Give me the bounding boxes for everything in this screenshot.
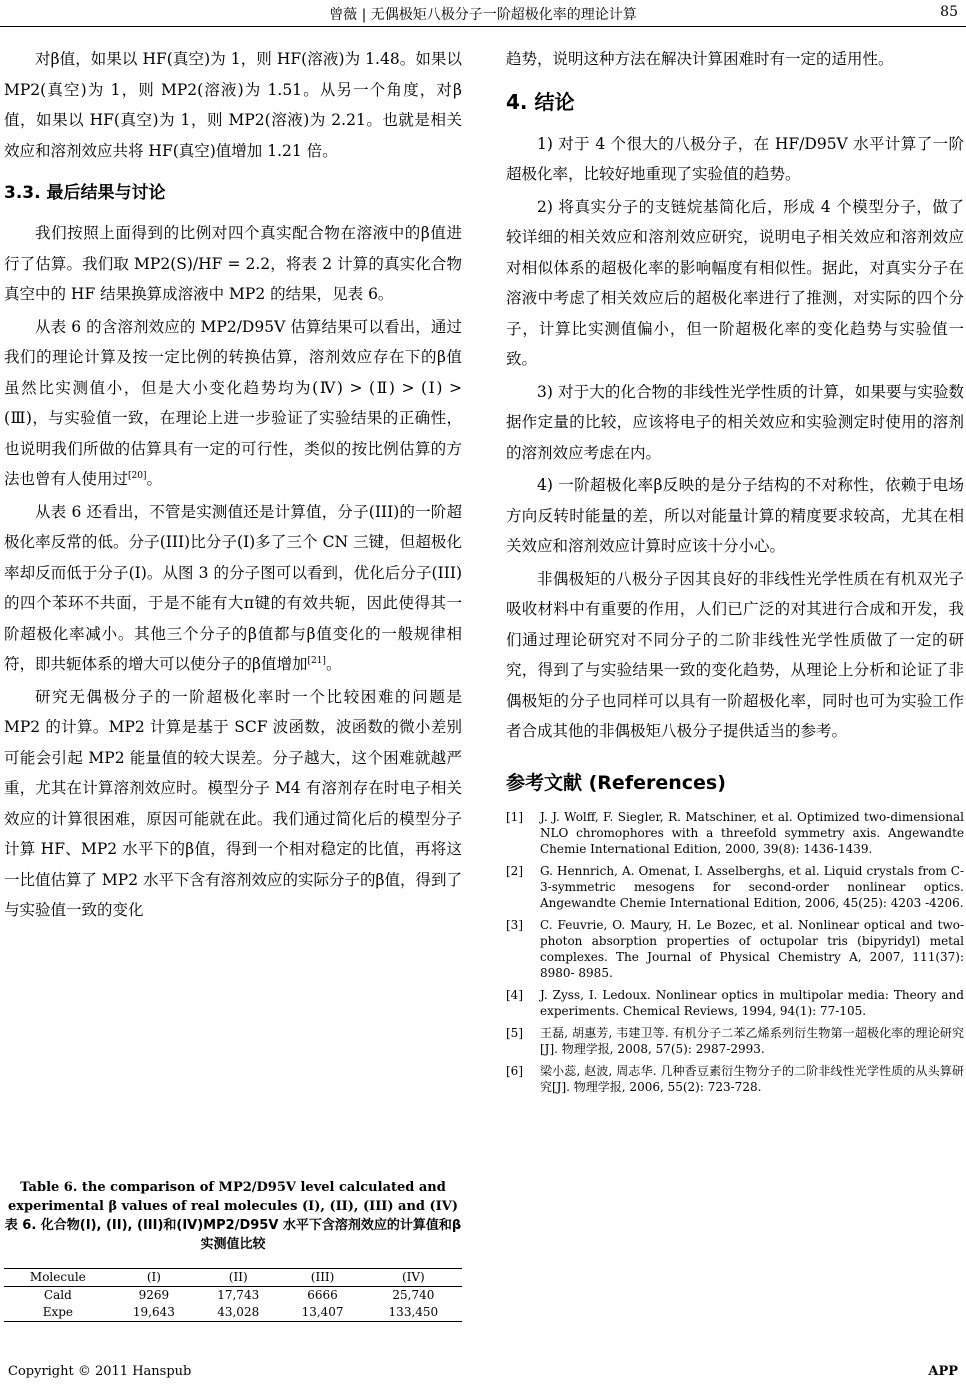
table-cell: Expe [42, 1305, 73, 1319]
reference-item [506, 809, 964, 857]
left-column [4, 44, 462, 928]
page-number: 85 [940, 4, 958, 20]
reference-text: J. Zyss, I. Ledoux. Nonlinear optics in multipolar media: Theory and experiments. Chemical Reviews, 1994, 94(1): 77-105. [540, 987, 964, 1018]
table-cell: 13,407 [301, 1305, 344, 1319]
paragraph-end: 。 [146, 470, 163, 488]
section-heading-4: 4. 结论 [506, 89, 575, 114]
paragraph-continuation: 趋势，说明这种方法在解决计算困难时有一定的适用性。 [506, 50, 894, 68]
header-rule [0, 26, 966, 27]
conclusion-item-4: 4) 一阶超极化率β反映的是分子结构的不对称性，依赖于电场方向反转时能量的差，所以对能量计算的精度要求较高，尤其在相关效应和溶剂效应计算时应该十分小心。 [506, 476, 964, 555]
paragraph: 研究无偶极分子的一阶超极化率时一个比较困难的问题是 MP2 的计算。MP2 计算是基于 SCF 波函数，波函数的微小差别可能会引起 MP2 能量值的较大误差。分子越大，这个困难就越严重，尤其在计算溶剂效应时。模型分子 M4 有溶剂存在时电子相关效应的计算很困难，原因可能就在此。我们通过简化后的模型分子计算 HF、MP2 水平下的β值，得到一个相对稳定的比值，再将这一比值估算了 MP2 水平下含有溶剂效应的实际分子的β值，得到了与实验值一致的变化 [4, 687, 462, 919]
reference-text: C. Feuvrie, O. Maury, H. Le Bozec, et al. Nonlinear optical and two-photon absorption properties of octupolar tris (bipyridyl) metal complexes. The Journal of Physical Chemistry A, 2007, 111(37): 8980- 8985. [540, 917, 964, 980]
reference-number: [6] [506, 1063, 523, 1078]
section-heading-3-3: 3.3. 最后结果与讨论 [4, 183, 166, 203]
paragraph [4, 497, 462, 680]
right-column [506, 44, 964, 1101]
journal-abbrev: APP [928, 1364, 958, 1379]
reference-item [506, 1025, 964, 1057]
reference-text: 梁小蕊, 赵波, 周志华. 几种香豆素衍生物分子的二阶非线性光学性质的从头算研究[J]. 物理学报, 2006, 55(2): 723-728. [540, 1063, 964, 1094]
reference-item [506, 863, 964, 911]
table-cell: 9269 [138, 1288, 170, 1302]
column-header: (IV) [401, 1270, 425, 1284]
reference-number: [3] [506, 917, 523, 932]
citation-link[interactable]: [20] [128, 470, 147, 481]
reference-number: [4] [506, 987, 523, 1002]
paragraph-end: 。 [325, 655, 342, 673]
conclusion-item-3: 3) 对于大的化合物的非线性光学性质的计算，如果要与实验数据作定量的比较，应该将电子的相关效应和实验测定时使用的溶剂的溶剂效应考虑在内。 [506, 382, 964, 462]
reference-text: G. Hennrich, A. Omenat, I. Asselberghs, et al. Liquid crystals from C-3-symmetric mesogens for second-order nonlinear optics. Angewandte Chemie International Edition, 2006, 45(25): 4203 -4206. [540, 863, 964, 910]
table-cell: Cald [43, 1288, 72, 1302]
conclusion-item-1: 1) 对于 4 个很大的八极分子，在 HF/D95V 水平计算了一阶超极化率，比较好地重现了实验值的趋势。 [506, 134, 964, 183]
column-header: (I) [146, 1270, 161, 1284]
table-cell: 43,028 [217, 1305, 260, 1319]
paragraph [4, 312, 462, 495]
paragraph-text: 从表 6 还看出，不管是实测值还是计算值，分子(III)的一阶超极化率反常的低。分子(III)比分子(I)多了三个 CN 三键，但超极化率却反而低于分子(I)。从图 3 的分子图可以看到，优化后分子(III)的四个苯环不共面，于是不能有大π键的有效共轭，因此使得其一阶超极化率减小。其他三个分子的β值都与β值变化的一般规律相符，即共轭体系的增大可以使分子的β值增加 [4, 502, 462, 673]
table-cell: 19,643 [132, 1305, 175, 1319]
table-row [4, 1287, 462, 1305]
table-cell: 17,743 [217, 1288, 260, 1302]
data-table [4, 1268, 462, 1322]
paragraph: 我们按照上面得到的比例对四个真实配合物在溶液中的β值进行了估算。我们取 MP2(S)/HF = 2.2，将表 2 计算的真实化合物真空中的 HF 结果换算成溶液中 MP2 的结果，见表 6。 [4, 224, 462, 303]
table-row [4, 1304, 462, 1322]
conclusion-item-2: 2) 将真实分子的支链烷基简化后，形成 4 个模型分子，做了较详细的相关效应和溶剂效应研究，说明电子相关效应和溶剂效应对相似体系的超极化率的影响幅度有相似性。据此，对真实分子在溶液中考虑了相关效应后的超极化率进行了推测，对实际的四个分子，计算比实测值偏小，但一阶超极化率的变化趋势与实验值一致。 [506, 197, 964, 368]
reference-item [506, 987, 964, 1019]
citation-link[interactable]: [21] [307, 655, 326, 666]
conclusion-summary: 非偶极矩的八极分子因其良好的非线性光学性质在有机双光子吸收材料中有重要的作用，人们已广泛的对其进行合成和开发，我们通过理论研究对不同分子的二阶非线性光学性质做了一定的研究，得到了与实验结果一致的变化趋势，从理论上分析和论证了非偶极矩的分子也同样可以具有一阶超极化率，同时也可为实验工作者合成其他的非偶极矩八极分子提供适当的参考。 [506, 569, 964, 740]
running-title: 曾薇 | 无偶极矩八极分子一阶超极化率的理论计算 [329, 7, 637, 23]
reference-number: [5] [506, 1025, 523, 1040]
reference-item [506, 1063, 964, 1095]
table-cell: 133,450 [388, 1305, 439, 1319]
reference-text: J. J. Wolff, F. Siegler, R. Matschiner, et al. Optimized two-dimensional NLO chromophores with a threefold symmetry axis. Angewandte Chemie International Edition, 2000, 39(8): 1436-1439. [540, 809, 964, 856]
table-6 [0, 1178, 466, 1322]
reference-text: 王磊, 胡惠芳, 韦建卫等. 有机分子二苯乙烯系列衍生物第一超极化率的理论研究[J]. 物理学报, 2008, 57(5): 2987-2993. [540, 1025, 964, 1056]
table-caption-en: Table 6. the comparison of MP2/D95V level calculated and experimental β values of real molecules (I), (II), (III) and (IV) [7, 1180, 459, 1214]
reference-number: [2] [506, 863, 523, 878]
column-header: Molecule [29, 1270, 86, 1284]
references-heading: 参考文献 (References) [506, 771, 726, 794]
table-cell: 25,740 [392, 1288, 435, 1302]
copyright-notice: Copyright © 2011 Hanspub [8, 1364, 192, 1379]
column-header: (II) [228, 1270, 248, 1284]
table-header-row [4, 1269, 462, 1287]
reference-item [506, 917, 964, 981]
references-list [506, 809, 964, 1095]
reference-number: [1] [506, 809, 523, 824]
page-header [0, 0, 966, 28]
paragraph-text: 从表 6 的含溶剂效应的 MP2/D95V 估算结果可以看出，通过我们的理论计算及按一定比例的转换估算，溶剂效应存在下的β值虽然比实测值小，但是大小变化趋势均为(Ⅳ) > (Ⅱ) > (Ⅰ) > (Ⅲ)，与实验值一致，在理论上进一步验证了实验结果的正确性，也说明我们所做的估算具有一定的可行性，类似的按比例估算的方法也曾有人使用过 [4, 317, 462, 488]
column-header: (III) [310, 1270, 335, 1284]
intro-paragraph: 对β值，如果以 HF(真空)为 1，则 HF(溶液)为 1.48。如果以 MP2(真空)为 1，则 MP2(溶液)为 1.51。从另一个角度，对β值，如果以 HF(真空)为 1，则 MP2(溶液)为 2.21。也就是相关效应和溶剂效应共将 HF(真空)值增加 1.21 倍。 [4, 50, 462, 160]
table-cell: 6666 [307, 1288, 338, 1302]
table-caption-cn: 表 6. 化合物(I), (II), (III)和(IV)MP2/D95V 水平下含溶剂效应的计算值和β实测值比较 [4, 1218, 462, 1252]
